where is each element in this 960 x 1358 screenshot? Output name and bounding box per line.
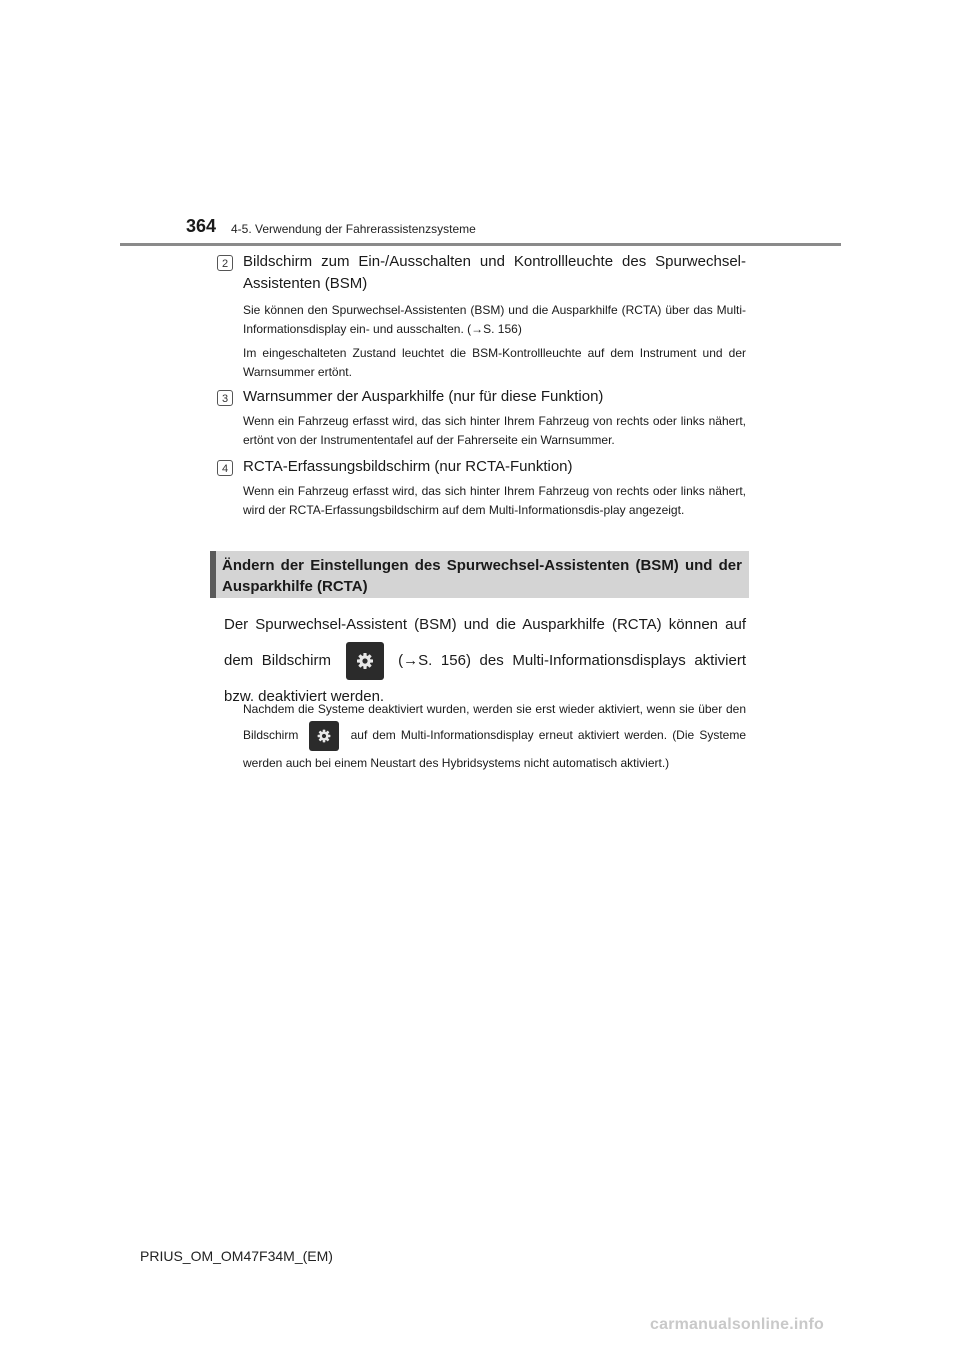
item-paragraph: Wenn ein Fahrzeug erfasst wird, das sich hinter Ihrem Fahrzeug von rechts oder links nähert, ertönt von der Instrumententafel auf der Fahrerseite ein Warnsummer.: [243, 414, 746, 447]
note-text-before-icon: Nachdem die Systeme deaktiviert wurden, werden sie erst wieder aktiviert, wenn sie über den Bildschirm: [243, 702, 746, 743]
note-text-after-icon: auf dem Multi-Informationsdisplay erneut aktiviert werden. (Die Systeme werden auch bei einem Neustart des Hybridsystems nicht automatisch aktiviert.): [243, 728, 747, 770]
item-title: Bildschirm zum Ein-/Ausschalten und Kontrollleuchte des Spurwechsel-Assistenten (BSM): [243, 253, 746, 292]
settings-gear-icon: [309, 721, 339, 751]
header-divider: [120, 243, 841, 246]
item-number-icon: 4: [217, 460, 233, 476]
item-title: Warnsummer der Ausparkhilfe (nur für diese Funktion): [243, 388, 604, 405]
item-paragraph: Sie können den Spurwechsel-Assistenten (BSM) und die Ausparkhilfe (RCTA) über das Multi-Informationsdisplay ein- und ausschalten. (→S. 156): [243, 303, 746, 336]
section-title: Ändern der Einstellungen des Spurwechsel-Assistenten (BSM) und der Ausparkhilfe (RCTA): [222, 557, 742, 595]
main-text-before-icon: Der Spurwechsel-Assistent (BSM) und die Ausparkhilfe (RCTA) können auf dem Bildschirm: [224, 616, 746, 669]
item-paragraph: Im eingeschalteten Zustand leuchtet die BSM-Kontrollleuchte auf dem Instrument und der Warnsummer ertönt.: [243, 346, 746, 379]
chapter-title: 4-5. Verwendung der Fahrerassistenzsysteme: [231, 222, 476, 236]
document-code: PRIUS_OM_OM47F34M_(EM): [140, 1248, 333, 1264]
main-text-after-icon: (→S. 156) des Multi-Informationsdisplays aktiviert bzw. deaktiviert werden.: [224, 651, 747, 705]
page-number: 364: [186, 216, 217, 236]
settings-gear-icon: [346, 642, 384, 680]
item-paragraph: Wenn ein Fahrzeug erfasst wird, das sich hinter Ihrem Fahrzeug von rechts oder links nähert, wird der RCTA-Erfassungsbildschirm auf dem Multi-Informationsdis-play angezeigt.: [243, 484, 746, 517]
item-number-icon: 2: [217, 255, 233, 271]
section-note-paragraph: [243, 697, 746, 775]
item-number-icon: 3: [217, 390, 233, 406]
item-title: RCTA-Erfassungsbildschirm (nur RCTA-Funktion): [243, 458, 573, 475]
watermark: carmanualsonline.info: [650, 1316, 825, 1333]
